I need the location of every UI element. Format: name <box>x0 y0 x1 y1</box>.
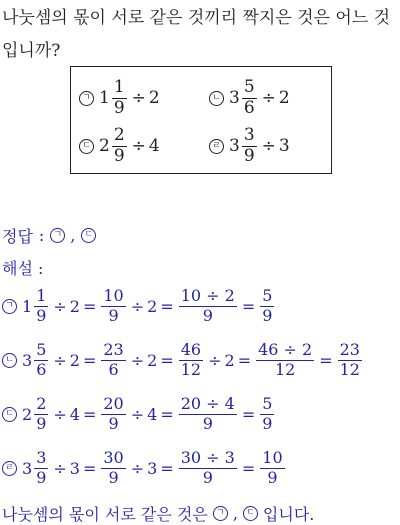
numerator: 10 <box>262 448 283 467</box>
solution-2-whole: 3 <box>22 350 33 370</box>
option-4-whole: 3 <box>229 136 240 157</box>
option-3 <box>79 127 160 166</box>
solution-4-frac-2 <box>101 450 125 487</box>
solution-1 <box>2 288 276 325</box>
denominator: 12 <box>256 360 314 379</box>
option-1-numerator: 1 <box>113 77 125 97</box>
option-3-fraction <box>112 127 127 166</box>
denominator: 9 <box>101 414 125 433</box>
solution-3 <box>2 396 276 433</box>
solution-3-frac-3 <box>179 396 237 433</box>
numerator: 46 <box>180 340 202 359</box>
equals-sign: = <box>241 404 256 424</box>
conclusion-marker-2: ㄷ <box>243 506 258 521</box>
denominator: 9 <box>262 305 273 325</box>
numerator: 1 <box>36 286 47 305</box>
solution-3-marker: ㄷ <box>2 407 17 422</box>
numerator: 5 <box>262 286 273 305</box>
answer-marker-2: ㄷ <box>81 228 96 243</box>
divide-sign: ÷ <box>53 350 67 370</box>
denominator: 9 <box>179 306 237 325</box>
divide-sign: ÷ <box>208 350 222 370</box>
divide-sign: ÷ <box>130 404 145 424</box>
divide-sign: ÷ <box>53 296 67 316</box>
numerator: 23 <box>103 340 124 359</box>
numerator: 10 ÷ 2 <box>180 286 235 305</box>
option-2 <box>209 79 290 118</box>
solution-1-frac-3 <box>179 288 237 325</box>
solution-2-marker: ㄴ <box>2 353 17 368</box>
denominator: 9 <box>36 413 47 433</box>
solution-2-frac-5 <box>338 342 362 379</box>
divide-sign: ÷ <box>130 296 145 316</box>
denominator: 9 <box>36 305 47 325</box>
numerator: 3 <box>36 448 47 467</box>
solution-3-frac-1 <box>34 396 48 433</box>
conclusion-line <box>2 502 314 525</box>
solution-1-frac-1 <box>34 288 48 325</box>
option-1-fraction <box>112 79 127 118</box>
option-3-divisor: 4 <box>148 136 160 157</box>
numerator: 10 <box>103 286 124 305</box>
solution-2-frac-2 <box>101 342 125 379</box>
numerator: 30 ÷ 3 <box>180 448 235 467</box>
option-1-whole: 1 <box>99 88 110 109</box>
solution-3-frac-4 <box>260 396 274 433</box>
question-text: 나눗셈의 몫이 서로 같은 것끼리 짝지은 것은 어느 것입니까? <box>2 8 391 61</box>
denominator: 9 <box>179 414 237 433</box>
equals-sign: = <box>160 296 174 316</box>
explanation-label: 해설 : <box>2 259 44 278</box>
equals-sign: = <box>82 458 97 478</box>
numerator: 2 <box>36 394 47 413</box>
solution-2-frac-4 <box>256 342 314 379</box>
conclusion-suffix: 입니다. <box>262 505 315 524</box>
solution-3-divisor-2: 4 <box>147 404 158 424</box>
denominator: 9 <box>36 467 47 487</box>
divide-sign: ÷ <box>53 458 67 478</box>
solution-1-whole: 1 <box>22 296 33 316</box>
solution-4-frac-1 <box>34 450 48 487</box>
solution-1-marker: ㄱ <box>2 299 17 314</box>
denominator: 9 <box>101 468 125 487</box>
solution-1-frac-4 <box>260 288 274 325</box>
equals-sign: = <box>82 350 97 370</box>
numerator: 5 <box>36 340 47 359</box>
answer-marker-1: ㄱ <box>50 228 65 243</box>
option-1-denominator: 9 <box>113 97 125 118</box>
equals-sign: = <box>319 350 333 370</box>
conclusion-marker-1: ㄱ <box>213 506 228 521</box>
denominator: 12 <box>339 359 360 379</box>
option-2-numerator: 5 <box>243 77 255 97</box>
solution-4 <box>2 450 287 487</box>
option-4-divisor: 3 <box>278 136 290 157</box>
option-4-operator: ÷ <box>261 136 276 157</box>
equals-sign: = <box>82 404 97 424</box>
option-3-marker: ㄷ <box>79 139 94 154</box>
option-4-numerator: 3 <box>243 125 255 145</box>
solution-4-whole: 3 <box>22 458 33 478</box>
option-4 <box>209 127 290 166</box>
denominator: 6 <box>36 359 47 379</box>
option-3-whole: 2 <box>99 136 110 157</box>
denominator: 9 <box>179 468 237 487</box>
equals-sign: = <box>160 404 174 424</box>
solution-3-divisor: 4 <box>69 404 80 424</box>
answer-colon: : <box>38 226 45 245</box>
numerator: 46 ÷ 2 <box>258 340 313 359</box>
solution-2-frac-3 <box>179 342 203 379</box>
option-2-divisor: 2 <box>278 88 290 109</box>
option-2-whole: 3 <box>229 88 240 109</box>
equals-sign: = <box>241 458 256 478</box>
option-4-denominator: 9 <box>243 145 255 166</box>
numerator: 23 <box>339 340 360 359</box>
solution-4-frac-3 <box>179 450 237 487</box>
numerator: 30 <box>103 448 124 467</box>
solution-3-whole: 2 <box>22 404 33 424</box>
equals-sign: = <box>237 350 252 370</box>
solution-3-frac-2 <box>101 396 125 433</box>
solution-1-frac-2 <box>101 288 125 325</box>
numerator: 20 <box>103 394 124 413</box>
option-3-operator: ÷ <box>131 136 146 157</box>
solution-2-divisor-3: 2 <box>224 350 235 370</box>
numerator: 5 <box>262 394 273 413</box>
solution-1-divisor-2: 2 <box>147 296 158 316</box>
solution-4-divisor: 3 <box>69 458 80 478</box>
numerator: 20 ÷ 4 <box>180 394 235 413</box>
option-2-denominator: 6 <box>243 97 255 118</box>
option-2-operator: ÷ <box>261 88 276 109</box>
answer-label: 정답 <box>2 227 33 246</box>
divide-sign: ÷ <box>53 404 67 424</box>
solution-2 <box>2 342 364 379</box>
option-2-marker: ㄴ <box>209 91 224 106</box>
denominator: 9 <box>260 468 284 487</box>
divide-sign: ÷ <box>130 458 145 478</box>
solution-4-marker: ㄹ <box>2 461 17 476</box>
solution-2-frac-1 <box>34 342 48 379</box>
option-4-marker: ㄹ <box>209 139 224 154</box>
option-1-operator: ÷ <box>131 88 146 109</box>
options-box <box>70 66 332 174</box>
solution-4-frac-4 <box>260 450 284 487</box>
equals-sign: = <box>160 350 174 370</box>
denominator: 9 <box>262 413 273 433</box>
option-4-fraction <box>242 127 257 166</box>
equals-sign: = <box>82 296 97 316</box>
divide-sign: ÷ <box>130 350 145 370</box>
conclusion-comma: , <box>232 504 238 523</box>
option-1-marker: ㄱ <box>79 91 94 106</box>
equals-sign: = <box>241 296 256 316</box>
solution-2-divisor: 2 <box>69 350 80 370</box>
option-1 <box>79 79 160 118</box>
option-3-numerator: 2 <box>113 125 125 145</box>
denominator: 12 <box>180 359 202 379</box>
denominator: 9 <box>101 306 125 325</box>
option-2-fraction <box>242 79 257 118</box>
equals-sign: = <box>160 458 174 478</box>
answer-comma: , <box>70 226 76 245</box>
denominator: 6 <box>101 360 125 379</box>
conclusion-prefix: 나눗셈의 몫이 서로 같은 것은 <box>2 505 208 524</box>
solution-4-divisor-2: 3 <box>147 458 158 478</box>
option-1-divisor: 2 <box>148 88 160 109</box>
solution-1-divisor: 2 <box>69 296 80 316</box>
answer-line <box>2 224 101 247</box>
option-3-denominator: 9 <box>113 145 125 166</box>
solution-2-divisor-2: 2 <box>147 350 158 370</box>
